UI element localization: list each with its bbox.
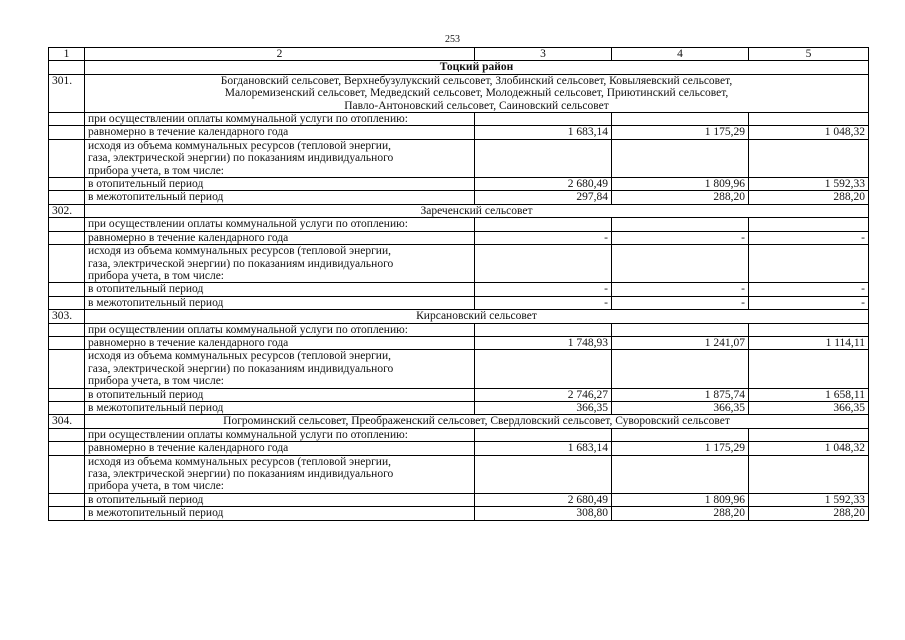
tariff-value-col-3: 2 746,27 [475,388,612,401]
column-number-row [49,48,869,61]
tariff-row [49,493,869,506]
tariff-row-empty-cell [49,507,85,520]
tariff-row-empty-cell [49,139,85,177]
tariff-value-col-3: 366,35 [475,401,612,414]
tariff-row-label [85,336,475,349]
tariff-value-col-3: 2 680,49 [475,493,612,506]
tariff-value-col-5 [749,218,869,231]
settlement-number: 303. [49,310,85,323]
tariff-row [49,139,869,177]
settlement-row [49,204,869,217]
tariff-value-col-4: - [612,283,749,296]
tariff-table-body [49,48,869,521]
settlement-names-line: Малоремизенский сельсовет, Медведский сельсовет, Молодежный сельсовет, Приютинский сельсовет, [224,87,729,100]
tariff-value-col-5 [749,350,869,388]
tariff-row-label-line: прибора учета, в том числе: [88,375,224,388]
tariff-value-col-5 [749,455,869,493]
tariff-value-col-3 [475,350,612,388]
tariff-row [49,231,869,244]
tariff-value-col-5: 1 658,11 [749,388,869,401]
tariff-value-col-3: 308,80 [475,507,612,520]
tariff-row-label-line: равномерно в течение календарного года [88,442,289,455]
tariff-row-label [85,507,475,520]
tariff-row-label-line: в межотопительный период [88,296,224,309]
settlement-names-line: Богдановский сельсовет, Верхнебузулукский сельсовет, Злобинский сельсовет, Ковыляевский сельсовет, [220,74,733,87]
settlement-names [85,74,869,112]
tariff-row-label-line: при осуществлении оплаты коммунальной услуги по отоплению: [88,218,408,231]
tariff-row [49,245,869,283]
tariff-row-label-line: в межотопительный период [88,507,224,520]
tariff-row-label [85,245,475,283]
tariff-value-col-4 [612,139,749,177]
tariff-value-col-4: 1 875,74 [612,388,749,401]
district-row-empty-cell [49,61,85,74]
tariff-row-label-line: в отопительный период [88,283,204,296]
settlement-names-line: Зареченский сельсовет [420,204,533,217]
tariff-value-col-4: 288,20 [612,191,749,204]
tariff-value-col-5: 366,35 [749,401,869,414]
tariff-value-col-5 [749,323,869,336]
tariff-row-label-line: прибора учета, в том числе: [88,269,224,282]
settlement-names-line: Кирсановский сельсовет [416,310,537,323]
tariff-row-label-line: равномерно в течение календарного года [88,231,289,244]
tariff-row-empty-cell [49,493,85,506]
tariff-row-label [85,139,475,177]
column-number-2: 2 [85,48,475,61]
tariff-row-label-line: в отопительный период [88,178,204,191]
tariff-value-col-3: 1 748,93 [475,336,612,349]
tariff-row-label-line: исходя из объема коммунальных ресурсов (тепловой энергии, [88,350,391,363]
tariff-row [49,191,869,204]
tariff-row-label-line: газа, электрической энергии) по показаниям индивидуального [88,362,394,375]
tariff-row [49,178,869,191]
tariff-row-empty-cell [49,296,85,309]
tariff-value-col-5 [749,428,869,441]
tariff-row-empty-cell [49,113,85,126]
tariff-row-label-line: прибора учета, в том числе: [88,164,224,177]
tariff-row [49,350,869,388]
tariff-value-col-4 [612,455,749,493]
tariff-value-col-5 [749,139,869,177]
tariff-value-col-5: - [749,283,869,296]
tariff-row-label-line: исходя из объема коммунальных ресурсов (тепловой энергии, [88,245,391,258]
tariff-value-col-3 [475,455,612,493]
tariff-value-col-5: 1 048,32 [749,126,869,139]
tariff-row-label [85,401,475,414]
tariff-row-label-line: исходя из объема коммунальных ресурсов (тепловой энергии, [88,455,391,468]
tariff-row-empty-cell [49,126,85,139]
tariff-row-label [85,428,475,441]
tariff-value-col-4: 1 809,96 [612,493,749,506]
settlement-number: 301. [49,74,85,112]
tariff-value-col-3: 297,84 [475,191,612,204]
tariff-row-empty-cell [49,218,85,231]
tariff-value-col-4 [612,218,749,231]
tariff-value-col-4 [612,323,749,336]
tariff-row-label-line: газа, электрической энергии) по показаниям индивидуального [88,468,394,480]
tariff-row-empty-cell [49,350,85,388]
settlement-row [49,415,869,428]
tariff-value-col-4: - [612,296,749,309]
tariff-row-empty-cell [49,455,85,493]
tariff-row-label-line: газа, электрической энергии) по показаниям индивидуального [88,257,394,270]
tariff-row-empty-cell [49,442,85,455]
tariff-value-col-4: - [612,231,749,244]
tariff-value-col-3 [475,113,612,126]
tariff-row-label-line: исходя из объема коммунальных ресурсов (тепловой энергии, [88,139,391,152]
settlement-names-line: Павло-Антоновский сельсовет, Саиновский сельсовет [344,99,609,112]
tariff-row [49,218,869,231]
tariff-row-label-line: равномерно в течение календарного года [88,126,289,139]
tariff-value-col-4: 288,20 [612,507,749,520]
tariff-value-col-3 [475,245,612,283]
tariff-row-empty-cell [49,323,85,336]
tariff-row [49,323,869,336]
tariff-row-empty-cell [49,178,85,191]
tariff-row-empty-cell [49,401,85,414]
tariff-value-col-3 [475,218,612,231]
tariff-value-col-5: 288,20 [749,191,869,204]
tariff-row-label-line: прибора учета, в том числе: [88,480,224,493]
tariff-row-label [85,218,475,231]
tariff-value-col-5: 1 048,32 [749,442,869,455]
tariff-row [49,507,869,520]
tariff-value-col-4 [612,113,749,126]
tariff-table [48,47,869,521]
tariff-value-col-5: 288,20 [749,507,869,520]
tariff-value-col-5 [749,245,869,283]
tariff-value-col-4 [612,350,749,388]
tariff-value-col-5: - [749,231,869,244]
tariff-row-label-line: в межотопительный период [88,401,224,414]
settlement-names [85,415,869,428]
settlement-number: 304. [49,415,85,428]
tariff-row-label [85,113,475,126]
tariff-row-empty-cell [49,283,85,296]
tariff-value-col-3: - [475,231,612,244]
tariff-row-label [85,350,475,388]
tariff-row [49,126,869,139]
tariff-value-col-4: 1 175,29 [612,442,749,455]
tariff-row-label-line: в межотопительный период [88,191,224,204]
column-number-1: 1 [49,48,85,61]
tariff-value-col-4: 1 809,96 [612,178,749,191]
tariff-row-label [85,388,475,401]
tariff-row [49,113,869,126]
settlement-row [49,74,869,112]
tariff-row [49,296,869,309]
tariff-value-col-3: - [475,296,612,309]
tariff-value-col-5: - [749,296,869,309]
tariff-row-label-line: при осуществлении оплаты коммунальной услуги по отоплению: [88,113,408,126]
tariff-row-label [85,231,475,244]
tariff-row [49,336,869,349]
tariff-row-label [85,126,475,139]
tariff-row-label [85,283,475,296]
tariff-row-empty-cell [49,428,85,441]
settlement-number: 302. [49,204,85,217]
tariff-row-label [85,455,475,493]
tariff-value-col-5: 1 592,33 [749,178,869,191]
tariff-row [49,388,869,401]
tariff-row-label-line: равномерно в течение календарного года [88,336,289,349]
tariff-row-label [85,178,475,191]
tariff-value-col-4: 1 241,07 [612,336,749,349]
tariff-value-col-4: 366,35 [612,401,749,414]
tariff-row [49,401,869,414]
tariff-row [49,283,869,296]
tariff-value-col-3 [475,428,612,441]
tariff-value-col-3: - [475,283,612,296]
tariff-row-label [85,296,475,309]
district-row [49,61,869,74]
tariff-value-col-3: 1 683,14 [475,442,612,455]
tariff-row-empty-cell [49,191,85,204]
tariff-row-label-line: при осуществлении оплаты коммунальной услуги по отоплению: [88,323,408,336]
column-number-4: 4 [612,48,749,61]
district-name: Тоцкий район [85,61,869,74]
tariff-value-col-5 [749,113,869,126]
tariff-row-label-line: газа, электрической энергии) по показаниям индивидуального [88,152,394,165]
tariff-value-col-5: 1 114,11 [749,336,869,349]
tariff-row [49,428,869,441]
column-number-3: 3 [475,48,612,61]
settlement-names-line: Погроминский сельсовет, Преображенский сельсовет, Свердловский сельсовет, Суворовский сельсовет [223,415,730,428]
tariff-value-col-5: 1 592,33 [749,493,869,506]
tariff-row-label [85,191,475,204]
tariff-value-col-4 [612,428,749,441]
tariff-row-label-line: в отопительный период [88,493,204,506]
tariff-row-label [85,323,475,336]
settlement-row [49,310,869,323]
tariff-row-empty-cell [49,336,85,349]
tariff-row-empty-cell [49,231,85,244]
tariff-row-empty-cell [49,388,85,401]
settlement-names [85,204,869,217]
tariff-row-label-line: в отопительный период [88,388,204,401]
tariff-value-col-3 [475,323,612,336]
tariff-row-label [85,493,475,506]
tariff-value-col-3: 1 683,14 [475,126,612,139]
tariff-value-col-3 [475,139,612,177]
tariff-row-empty-cell [49,245,85,283]
column-number-5: 5 [749,48,869,61]
tariff-value-col-4 [612,245,749,283]
tariff-row [49,455,869,493]
tariff-value-col-3: 2 680,49 [475,178,612,191]
tariff-value-col-4: 1 175,29 [612,126,749,139]
tariff-row-label-line: при осуществлении оплаты коммунальной услуги по отоплению: [88,428,408,441]
tariff-row-label [85,442,475,455]
tariff-row [49,442,869,455]
page-number: 253 [445,34,460,45]
settlement-names [85,310,869,323]
